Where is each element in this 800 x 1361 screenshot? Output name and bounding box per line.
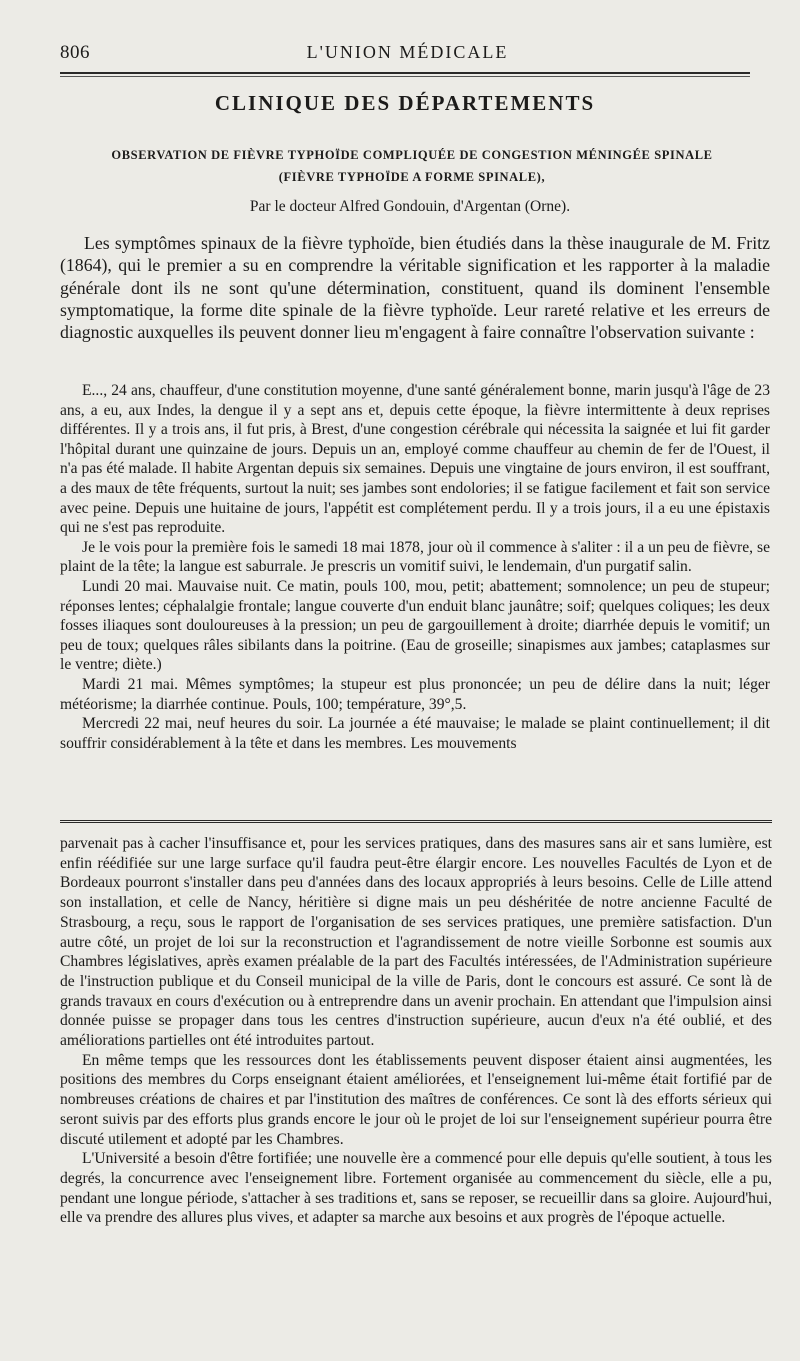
- observation-title-line1: OBSERVATION DE FIÈVRE TYPHOÏDE COMPLIQUÉE DE CONGESTION MÉNINGÉE SPINALE: [111, 148, 713, 162]
- case-paragraph-5: Mercredi 22 mai, neuf heures du soir. La journée a été mauvaise; le malade se plaint continuellement; il dit souffrir considérablement à la tête et dans les membres. Les mouvements: [60, 715, 770, 752]
- page-header: [60, 42, 755, 68]
- case-report: [60, 381, 770, 753]
- page-number: 806: [60, 42, 90, 63]
- case-paragraph-4: Mardi 21 mai. Mêmes symptômes; la stupeur est plus prononcée; un peu de délire dans la nuit; léger météorisme; la diarrhée continue. Pouls, 100; température, 39°,5.: [60, 675, 770, 713]
- feuilleton-paragraph-2: En même temps que les ressources dont les établissements peuvent disposer étaient ainsi augmentées, les positions des membres du Corps enseignant étaient améliorées, et l'enseignement lui-même était fortifié par de nombreuses créations de chaires et par l'institution des maîtres de conférences. Ce sont là des efforts sérieux qui seront suivis par des efforts plus grands encore le jour où le projet de loi sur l'enseignement supérieur pourra être discuté utilement et adopté par les Chambres.: [60, 1051, 772, 1148]
- case-paragraph-1: E..., 24 ans, chauffeur, d'une constitution moyenne, d'une santé généralement bonne, marin jusqu'à l'âge de 23 ans, a eu, aux Indes, la dengue il y a sept ans et, depuis cette époque, la fièvre intermittente à deux reprises différentes. Il y a trois ans, il fut pris, à Brest, d'une congestion cérébrale qui nécessita la saignée et lui fit garder l'hôpital durant une quinzaine de jours. Depuis un an, employé comme chauffeur au chemin de fer de l'Ouest, il n'a pas été malade. Il habite Argentan depuis six semaines. Depuis une vingtaine de jours environ, il est souffrant, a des maux de tête fréquents, surtout la nuit; ses jambes sont endolories; il se fatigue facilement et fait son service avec peine. Depuis une huitaine de jours, l'appétit est complétement perdu. Il y a trois jours, il a eu une épistaxis qui ne s'est pas reproduite.: [60, 382, 770, 537]
- journal-title: L'UNION MÉDICALE: [306, 42, 509, 62]
- intro-paragraph: Les symptômes spinaux de la fièvre typhoïde, bien étudiés dans la thèse inaugurale de M. Fritz (1864), qui le premier a su en comprendre la véritable signification et les rapporter à la maladie générale dont ils ne sont qu'une détermination, constituent, quand ils dominent l'ensemble symptomatique, la forme dite spinale de la fièvre typhoïde. Leur rareté relative et les erreurs de diagnostic auxquelles ils peuvent donner lieu m'engagent à faire connaître l'observation suivante :: [60, 233, 770, 343]
- feuilleton-paragraph-1: parvenait pas à cacher l'insuffisance et, pour les services pratiques, dans des masures sans air et sans lumière, est enfin réédifiée sur une large surface qu'il faudra peut-être élargir encore. Les nouvelles Facultés de Lyon et de Bordeaux pourront s'installer dans peu d'années dans des locaux appropriés à leurs besoins. Celle de Lille attend son installation, et celle de Nancy, héritière si digne mais un peu déshéritée de notre ancienne Faculté de Strasbourg, a reçu, sous le rapport de l'organisation de ses services pratiques, une première satisfaction. D'un autre côté, un projet de loi sur la reconstruction et l'agrandissement de notre vieille Sorbonne est soumis aux Chambres législatives, après examen préalable de la part des Facultés intéressées, de l'Administration supérieure de l'instruction publique et du Conseil municipal de la ville de Paris, dont le concours est assuré. Ce sont là de grands travaux en cours d'exécution ou à entreprendre dans un avenir prochain. En attendant que l'impulsion ainsi donnée puisse se propager dans tous les centres d'instruction supérieure, aucun d'eux n'a été oublié, et des améliorations partielles ont été introduites partout.: [60, 835, 772, 1050]
- case-paragraph-2: Je le vois pour la première fois le samedi 18 mai 1878, jour où il commence à s'aliter : il a un peu de fièvre, se plaint de la tête; la langue est saburrale. Je prescris un vomitif suivi, le lendemain, d'un purgatif salin.: [60, 538, 770, 576]
- author-line: Par le docteur Alfred Gondouin, d'Argentan (Orne).: [249, 198, 571, 215]
- feuilleton-paragraph-3: L'Université a besoin d'être fortifiée; une nouvelle ère a commencé pour elle depuis qu'elle soutient, à tous les degrés, la concurrence avec l'enseignement libre. Fortement organisée au commencement du siècle, elle a pu, pendant une longue période, s'attacher à ses traditions et, sans se reposer, se recueillir dans sa gloire. Aujourd'hui, elle va prendre des allures plus vives, et adapter sa marche aux besoins et aux progrès de l'époque actuelle.: [60, 1150, 772, 1227]
- feuilleton-text: [60, 834, 772, 1228]
- observation-title-line2: (FIÈVRE TYPHOÏDE A FORME SPINALE),: [278, 170, 546, 184]
- case-paragraph-3: Lundi 20 mai. Mauvaise nuit. Ce matin, pouls 100, mou, petit; abattement; somnolence; un peu de stupeur; réponses lentes; céphalalgie frontale; langue couverte d'un enduit blanc jaunâtre; soif; quelques coliques; les deux fosses iliaques sont douloureuses à la pression; un peu de gargouillement à droite; diarrhée depuis le vomitif; un peu de toux; quelques râles sibilants dans la poitrine. (Eau de groseille; sinapismes aux jambes; cataplasmes sur le ventre; diète.): [60, 577, 770, 674]
- observation-title: [62, 144, 762, 188]
- header-rule: [60, 72, 750, 74]
- section-title: CLINIQUE DES DÉPARTEMENTS: [214, 91, 596, 115]
- intro-text: [60, 232, 770, 343]
- header-rule-thin: [60, 76, 750, 77]
- feuilleton-divider: [60, 820, 772, 823]
